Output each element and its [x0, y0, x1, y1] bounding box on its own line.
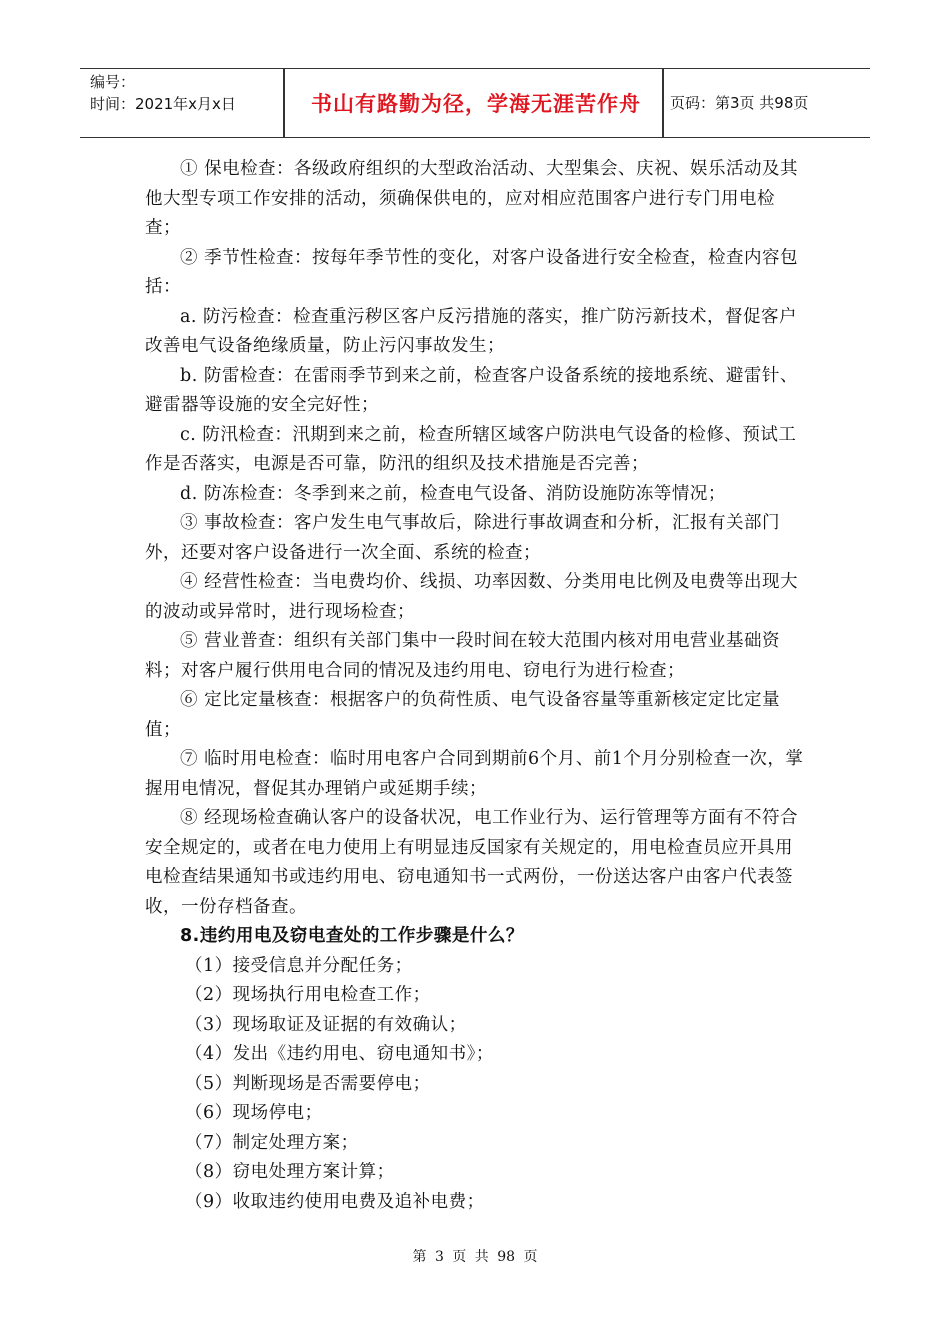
header-meta [90, 71, 285, 115]
paragraph: ② 季节性检查：按每年季节性的变化，对客户设备进行安全检查，检查内容包括： [145, 247, 799, 297]
paragraph: b. 防雷检查：在雷雨季节到来之前，检查客户设备系统的接地系统、避雷针、避雷器等设施的安全完好性； [145, 365, 798, 415]
step-item: （7）制定处理方案； [185, 1132, 359, 1153]
paragraph: a. 防污检查：检查重污秽区客户反污措施的落实，推广防污新技术，督促客户改善电气设备绝缘质量，防止污闪事故发生； [145, 306, 798, 356]
header-page-code: 页码：第3页 共98页 [670, 94, 809, 112]
step-item: （6）现场停电； [185, 1103, 323, 1123]
document-body [145, 155, 810, 1217]
step-item: （3）现场取证及证据的有效确认； [185, 1014, 467, 1035]
document-date: 时间：2021年x月x日 [90, 95, 236, 113]
header-motto: 书山有路勤为径，学海无涯苦作舟 [311, 92, 641, 116]
question-heading: 8.违约用电及窃电查处的工作步骤是什么？ [180, 926, 524, 946]
paragraph: ③ 事故检查：客户发生电气事故后，除进行事故调查和分析，汇报有关部门外，还要对客户设备进行一次全面、系统的检查； [145, 513, 781, 563]
paragraph: ⑧ 经现场检查确认客户的设备状况，电工作业行为、运行管理等方面有不符合安全规定的，或者在电力使用上有明显违反国家有关规定的，用电检查员应开具用电检查结果通知书或违约用电、窃电通知书一式两份，一份送达客户由客户代表签收，一份存档备查。 [145, 808, 799, 917]
paragraph: ④ 经营性检查：当电费均价、线损、功率因数、分类用电比例及电费等出现大的波动或异常时，进行现场检查； [145, 572, 799, 622]
paragraph: ⑥ 定比定量核查：根据客户的负荷性质、电气设备容量等重新核定定比定量值； [145, 690, 781, 740]
step-item: （8）窃电处理方案计算； [185, 1162, 395, 1182]
step-item: （1）接受信息并分配任务； [185, 955, 413, 976]
page-footer: 第 3 页 共 98 页 [412, 1249, 538, 1265]
paragraph: ① 保电检查：各级政府组织的大型政治活动、大型集会、庆祝、娱乐活动及其他大型专项工作安排的活动，须确保供电的，应对相应范围客户进行专门用电检查； [145, 159, 799, 238]
paragraph: c. 防汛检查：汛期到来之前，检查所辖区域客户防洪电气设备的检修、预试工作是否落实，电源是否可靠，防汛的组织及技术措施是否完善； [145, 424, 797, 474]
page-header [80, 68, 870, 138]
document-number-label: 编号： [90, 73, 136, 91]
step-item: （5）判断现场是否需要停电； [185, 1073, 431, 1094]
step-item: （9）收取违约使用电费及追补电费； [185, 1191, 485, 1212]
step-item: （2）现场执行用电检查工作； [185, 985, 431, 1005]
step-item: （4）发出《违约用电、窃电通知书》； [185, 1044, 494, 1064]
header-divider [662, 69, 664, 137]
paragraph: d. 防冻检查：冬季到来之前，检查电气设备、消防设施防冻等情况； [180, 483, 726, 504]
header-divider [283, 69, 285, 137]
paragraph: ⑤ 营业普查：组织有关部门集中一段时间在较大范围内核对用电营业基础资料；对客户履行供用电合同的情况及违约用电、窃电行为进行检查； [145, 631, 781, 681]
paragraph: ⑦ 临时用电检查：临时用电客户合同到期前6个月、前1个月分别检查一次，掌握用电情况，督促其办理销户或延期手续； [145, 749, 804, 799]
